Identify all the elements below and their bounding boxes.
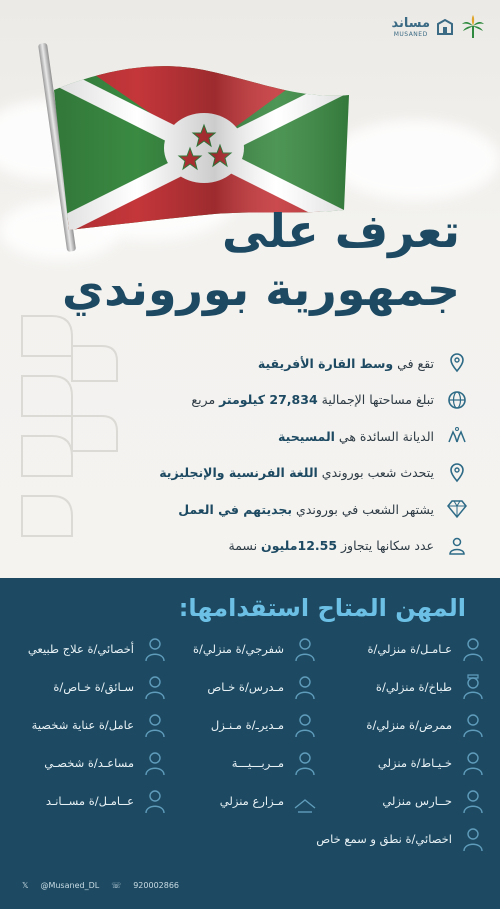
worker-icon bbox=[292, 636, 318, 662]
manager-icon bbox=[292, 712, 318, 738]
job-item bbox=[232, 750, 318, 776]
diamond-icon bbox=[444, 496, 470, 522]
job-label: طباخ/ة منزلي/ة bbox=[375, 680, 452, 694]
location-pin-icon bbox=[444, 350, 470, 376]
caregiver-icon bbox=[142, 712, 168, 738]
fact-text: تبلغ مساحتها الإجمالية 27,834 كيلومتر مربع bbox=[191, 392, 434, 408]
job-label: مـزارع منزلي bbox=[219, 794, 284, 808]
fact-item bbox=[30, 345, 470, 382]
fact-item bbox=[30, 528, 470, 565]
driver-icon bbox=[142, 674, 168, 700]
musaned-mark-icon bbox=[436, 18, 454, 36]
worker-icon bbox=[142, 636, 168, 662]
job-label: مـدرس/ة خـاص bbox=[207, 680, 284, 694]
fact-text: يشتهر الشعب في بوروندي بجديتهم في العمل bbox=[178, 501, 434, 517]
job-item bbox=[28, 636, 168, 662]
location-pin-icon bbox=[444, 460, 470, 486]
fact-item bbox=[30, 382, 470, 419]
fact-item bbox=[30, 418, 470, 455]
job-label: مساعـد/ة شخصـي bbox=[44, 756, 134, 770]
nanny-icon bbox=[292, 750, 318, 776]
job-item bbox=[368, 636, 487, 662]
job-item bbox=[366, 712, 486, 738]
fact-text: يتحدث شعب بوروندي اللغة الفرنسية والإنجليزية bbox=[159, 465, 434, 481]
job-item bbox=[53, 674, 168, 700]
fact-item bbox=[30, 455, 470, 492]
fact-text: الديانة السائدة هي المسيحية bbox=[278, 428, 434, 444]
page-title-line-2: جمهورية بوروندي bbox=[61, 262, 460, 316]
social-handle[interactable]: @Musaned_DL bbox=[40, 881, 100, 890]
logo-english-text: MUSANED bbox=[393, 30, 428, 38]
x-social-icon: 𝕏 bbox=[22, 881, 29, 890]
job-label: عامل/ة عناية شخصية bbox=[31, 718, 134, 732]
musaned-logo bbox=[391, 14, 486, 40]
chef-icon bbox=[460, 674, 486, 700]
fact-item bbox=[30, 491, 470, 528]
job-label: عـامـل/ة منزلي/ة bbox=[367, 642, 452, 656]
job-label: أخصائي/ة علاج طبيعي bbox=[27, 642, 134, 656]
job-label: اخصائي/ة نطق و سمع خاص bbox=[316, 832, 452, 846]
job-label: مـديرـ/ة مـنـزل bbox=[210, 718, 284, 732]
job-item bbox=[378, 750, 486, 776]
phone-number[interactable]: 920002866 bbox=[133, 881, 180, 890]
job-item bbox=[193, 636, 318, 662]
job-label: خـيـاط/ة منزلي bbox=[377, 756, 452, 770]
speech-therapist-icon bbox=[460, 826, 486, 852]
nurse-icon bbox=[460, 712, 486, 738]
logo-arabic-text: مساند bbox=[391, 15, 430, 31]
page-title-line-1: تعرف على bbox=[221, 204, 460, 258]
job-item bbox=[220, 788, 318, 814]
job-item bbox=[211, 712, 318, 738]
globe-icon bbox=[444, 387, 470, 413]
assistant-icon bbox=[142, 750, 168, 776]
phone-icon: ☏ bbox=[111, 881, 122, 890]
guard-icon bbox=[460, 788, 486, 814]
job-item bbox=[316, 826, 486, 852]
farmer-icon bbox=[292, 788, 318, 814]
job-item bbox=[44, 750, 168, 776]
praying-hands-icon bbox=[444, 423, 470, 449]
burundi-flag-image bbox=[44, 40, 354, 230]
footer bbox=[22, 881, 179, 890]
job-item bbox=[376, 674, 486, 700]
job-label: مــربـــيـــة bbox=[231, 756, 284, 770]
job-item bbox=[46, 788, 168, 814]
job-item bbox=[32, 712, 168, 738]
teacher-icon bbox=[292, 674, 318, 700]
facts-list bbox=[30, 345, 470, 564]
fact-text: تقع في وسط القارة الأفريقية bbox=[257, 355, 434, 371]
jobs-title: المهن المتاح استقدامها: bbox=[178, 594, 466, 622]
person-icon bbox=[444, 533, 470, 559]
job-item bbox=[207, 674, 318, 700]
job-label: عــامـل/ة مســانـد bbox=[45, 794, 134, 808]
fact-text: عدد سكانها يتجاوز 12.55مليون نسمة bbox=[228, 538, 434, 554]
job-label: حــارس منزلي bbox=[382, 794, 452, 808]
palm-emblem-icon bbox=[460, 14, 486, 40]
job-label: شفرجي/ة منزلي/ة bbox=[192, 642, 284, 656]
job-item bbox=[382, 788, 486, 814]
job-label: سـائق/ة خـاص/ة bbox=[53, 680, 134, 694]
support-worker-icon bbox=[142, 788, 168, 814]
jobs-panel bbox=[0, 578, 500, 909]
tailor-icon bbox=[460, 750, 486, 776]
worker-icon bbox=[460, 636, 486, 662]
job-label: ممرض/ة منزلي/ة bbox=[366, 718, 452, 732]
